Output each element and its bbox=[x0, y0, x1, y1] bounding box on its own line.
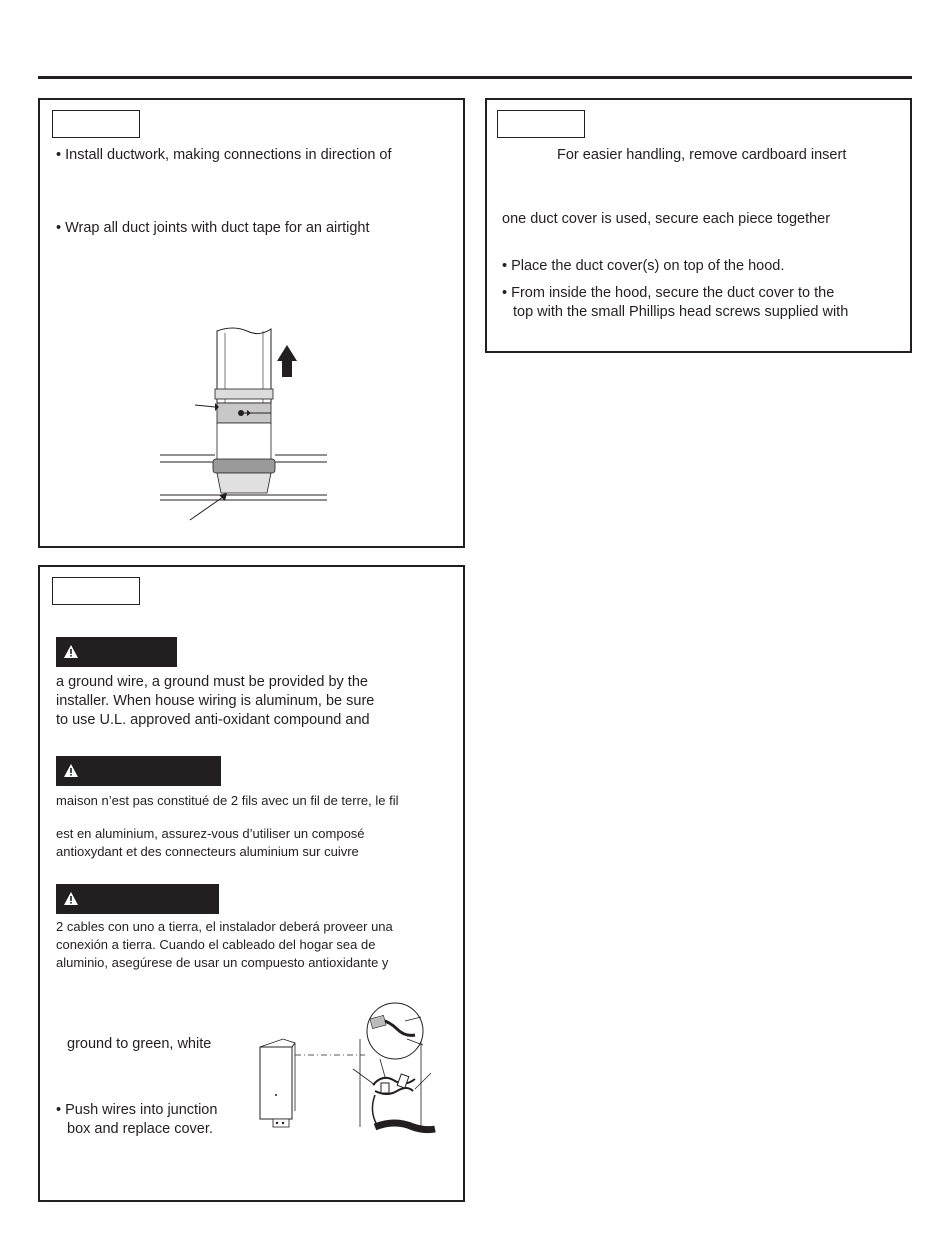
duct-panel bbox=[38, 98, 465, 548]
cover-line-2: one duct cover is used, secure each piece together bbox=[502, 211, 831, 227]
warning-text-es-2: conexión a tierra. Cuando el cableado del hogar sea de bbox=[56, 937, 376, 952]
warning-text-en-3: to use U.L. approved anti-oxidant compound and bbox=[56, 712, 370, 728]
duct-bullet-2: • Wrap all duct joints with duct tape for an airtight bbox=[56, 220, 370, 236]
step-tab bbox=[52, 110, 140, 138]
duct-connection-figure bbox=[155, 325, 335, 525]
duct-cover-panel bbox=[485, 98, 912, 353]
header-rule bbox=[38, 76, 912, 79]
junction-box-wiring-figure bbox=[255, 999, 455, 1149]
warning-banner-fr bbox=[56, 756, 221, 786]
warning-banner-es bbox=[56, 884, 219, 914]
warning-text-en-2: installer. When house wiring is aluminum, be sure bbox=[56, 693, 375, 709]
warning-text-fr-3: antioxydant et des connecteurs aluminium sur cuivre bbox=[56, 844, 359, 859]
warning-text-es-1: 2 cables con uno a tierra, el instalador deberá proveer una bbox=[56, 919, 393, 934]
cover-bullet-2-line-2: top with the small Phillips head screws supplied with bbox=[513, 304, 849, 320]
cover-line-1: For easier handling, remove cardboard insert bbox=[557, 147, 847, 163]
warning-triangle-icon bbox=[64, 892, 78, 905]
step-tab bbox=[497, 110, 585, 138]
up-arrow-icon bbox=[277, 345, 297, 377]
warning-triangle-icon bbox=[64, 764, 78, 777]
warning-banner-en bbox=[56, 637, 177, 667]
wiring-instruction-2-line-1: • Push wires into junction bbox=[56, 1102, 218, 1118]
wiring-instruction-1: ground to green, white bbox=[67, 1036, 212, 1052]
cover-bullet-1: • Place the duct cover(s) on top of the hood. bbox=[502, 258, 785, 274]
warning-triangle-icon bbox=[64, 645, 78, 658]
duct-bullet-1: • Install ductwork, making connections in direction of bbox=[56, 147, 392, 163]
warning-text-en-1: a ground wire, a ground must be provided by the bbox=[56, 674, 368, 690]
wiring-panel bbox=[38, 565, 465, 1202]
wiring-instruction-2-line-2: box and replace cover. bbox=[67, 1121, 213, 1137]
warning-text-fr-1: maison n’est pas constitué de 2 fils avec un fil de terre, le fil bbox=[56, 793, 399, 808]
warning-text-es-3: aluminio, asegúrese de usar un compuesto antioxidante y bbox=[56, 955, 389, 970]
cover-bullet-2-line-1: • From inside the hood, secure the duct cover to the bbox=[502, 285, 835, 301]
warning-text-fr-2: est en aluminium, assurez-vous d’utiliser un composé bbox=[56, 826, 365, 841]
step-tab bbox=[52, 577, 140, 605]
